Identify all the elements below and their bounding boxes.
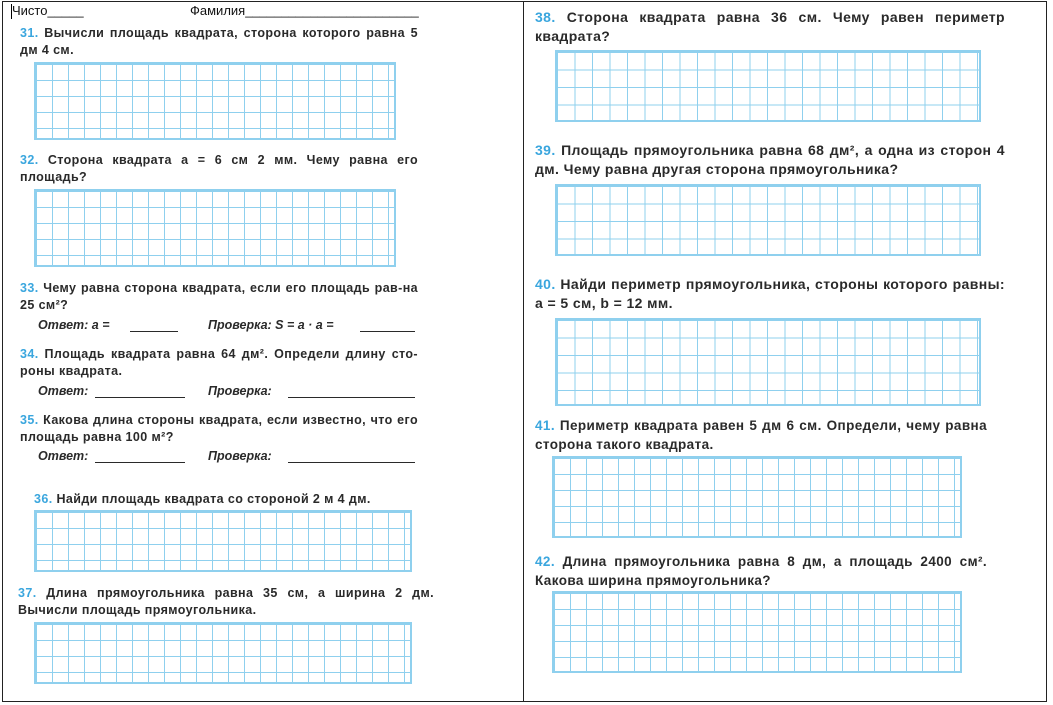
task-34	[20, 346, 418, 380]
task-number: 37.	[18, 586, 37, 600]
answer-grid-38[interactable]	[555, 50, 981, 122]
check-label-33: Проверка: S = a · a =	[208, 318, 334, 332]
task-number: 31.	[20, 26, 39, 40]
task-32	[20, 152, 418, 186]
task-text: Какова длина стороны квадрата, если известно, что его площадь равна 100 м²?	[20, 413, 419, 444]
answer-grid-37[interactable]	[34, 622, 412, 684]
task-number: 32.	[20, 153, 39, 167]
answer-grid-32[interactable]	[34, 189, 396, 267]
task-41	[535, 416, 987, 454]
task-text: Найди периметр прямоугольника, стороны которого равны: a = 5 см, b = 12 мм.	[535, 276, 1005, 311]
date-field[interactable]: Чисто_____	[12, 3, 84, 18]
check-line-35[interactable]	[288, 462, 415, 463]
task-text: Сторона квадрата a = 6 см 2 мм. Чему равна его площадь?	[20, 153, 418, 184]
answer-grid-31[interactable]	[34, 62, 396, 140]
task-number: 41.	[535, 418, 555, 433]
task-number: 35.	[20, 413, 39, 427]
task-37	[18, 585, 434, 619]
answer-grid-39[interactable]	[555, 184, 981, 256]
answer-label-34: Ответ:	[38, 384, 89, 398]
task-number: 34.	[20, 347, 39, 361]
task-number: 39.	[535, 142, 556, 158]
task-text: Сторона квадрата равна 36 см. Чему равен периметр квадрата?	[535, 9, 1006, 44]
answer-line-34[interactable]	[95, 397, 185, 398]
check-line-33[interactable]	[360, 331, 415, 332]
task-31	[20, 25, 418, 59]
task-text: Площадь прямоугольника равна 68 дм², а одна из сторон 4 дм. Чему равна другая сторона прямоугольника?	[535, 142, 1005, 177]
task-number: 36.	[34, 492, 53, 506]
task-35	[20, 412, 418, 446]
answer-grid-40[interactable]	[555, 318, 981, 406]
task-number: 38.	[535, 9, 556, 25]
task-text: Длина прямоугольника равна 35 см, а ширина 2 дм. Вычисли площадь прямоугольника.	[18, 586, 434, 617]
answer-line-33[interactable]	[130, 331, 178, 332]
task-text: Площадь квадрата равна 64 дм². Определи длину сто-роны квадрата.	[20, 347, 418, 378]
answer-grid-42[interactable]	[552, 591, 962, 673]
answer-line-35[interactable]	[95, 462, 185, 463]
task-36	[34, 491, 432, 508]
task-text: Вычисли площадь квадрата, сторона которого равна 5 дм 4 см.	[20, 26, 418, 57]
task-text: Чему равна сторона квадрата, если его площадь рав-на 25 см²?	[20, 281, 419, 312]
answer-grid-36[interactable]	[34, 510, 412, 572]
answer-grid-41[interactable]	[552, 456, 962, 538]
task-33	[20, 280, 418, 314]
check-label-34: Проверка:	[208, 384, 272, 398]
task-text: Найди площадь квадрата со стороной 2 м 4 дм.	[56, 492, 371, 506]
answer-label-33: Ответ: a =	[38, 318, 110, 332]
task-40	[535, 275, 1005, 313]
surname-field[interactable]: Фамилия________________________	[190, 3, 419, 18]
task-38	[535, 8, 1005, 46]
task-number: 42.	[535, 554, 555, 569]
check-label-35: Проверка:	[208, 449, 272, 463]
task-number: 40.	[535, 276, 556, 292]
task-39	[535, 141, 1005, 179]
task-42	[535, 552, 987, 590]
column-divider	[523, 1, 524, 701]
answer-label-35: Ответ:	[38, 449, 89, 463]
task-text: Периметр квадрата равен 5 дм 6 см. Определи, чему равна сторона такого квадрата.	[535, 418, 987, 452]
task-text: Длина прямоугольника равна 8 дм, а площадь 2400 см². Какова ширина прямоугольника?	[535, 554, 987, 588]
task-number: 33.	[20, 281, 39, 295]
check-line-34[interactable]	[288, 397, 415, 398]
